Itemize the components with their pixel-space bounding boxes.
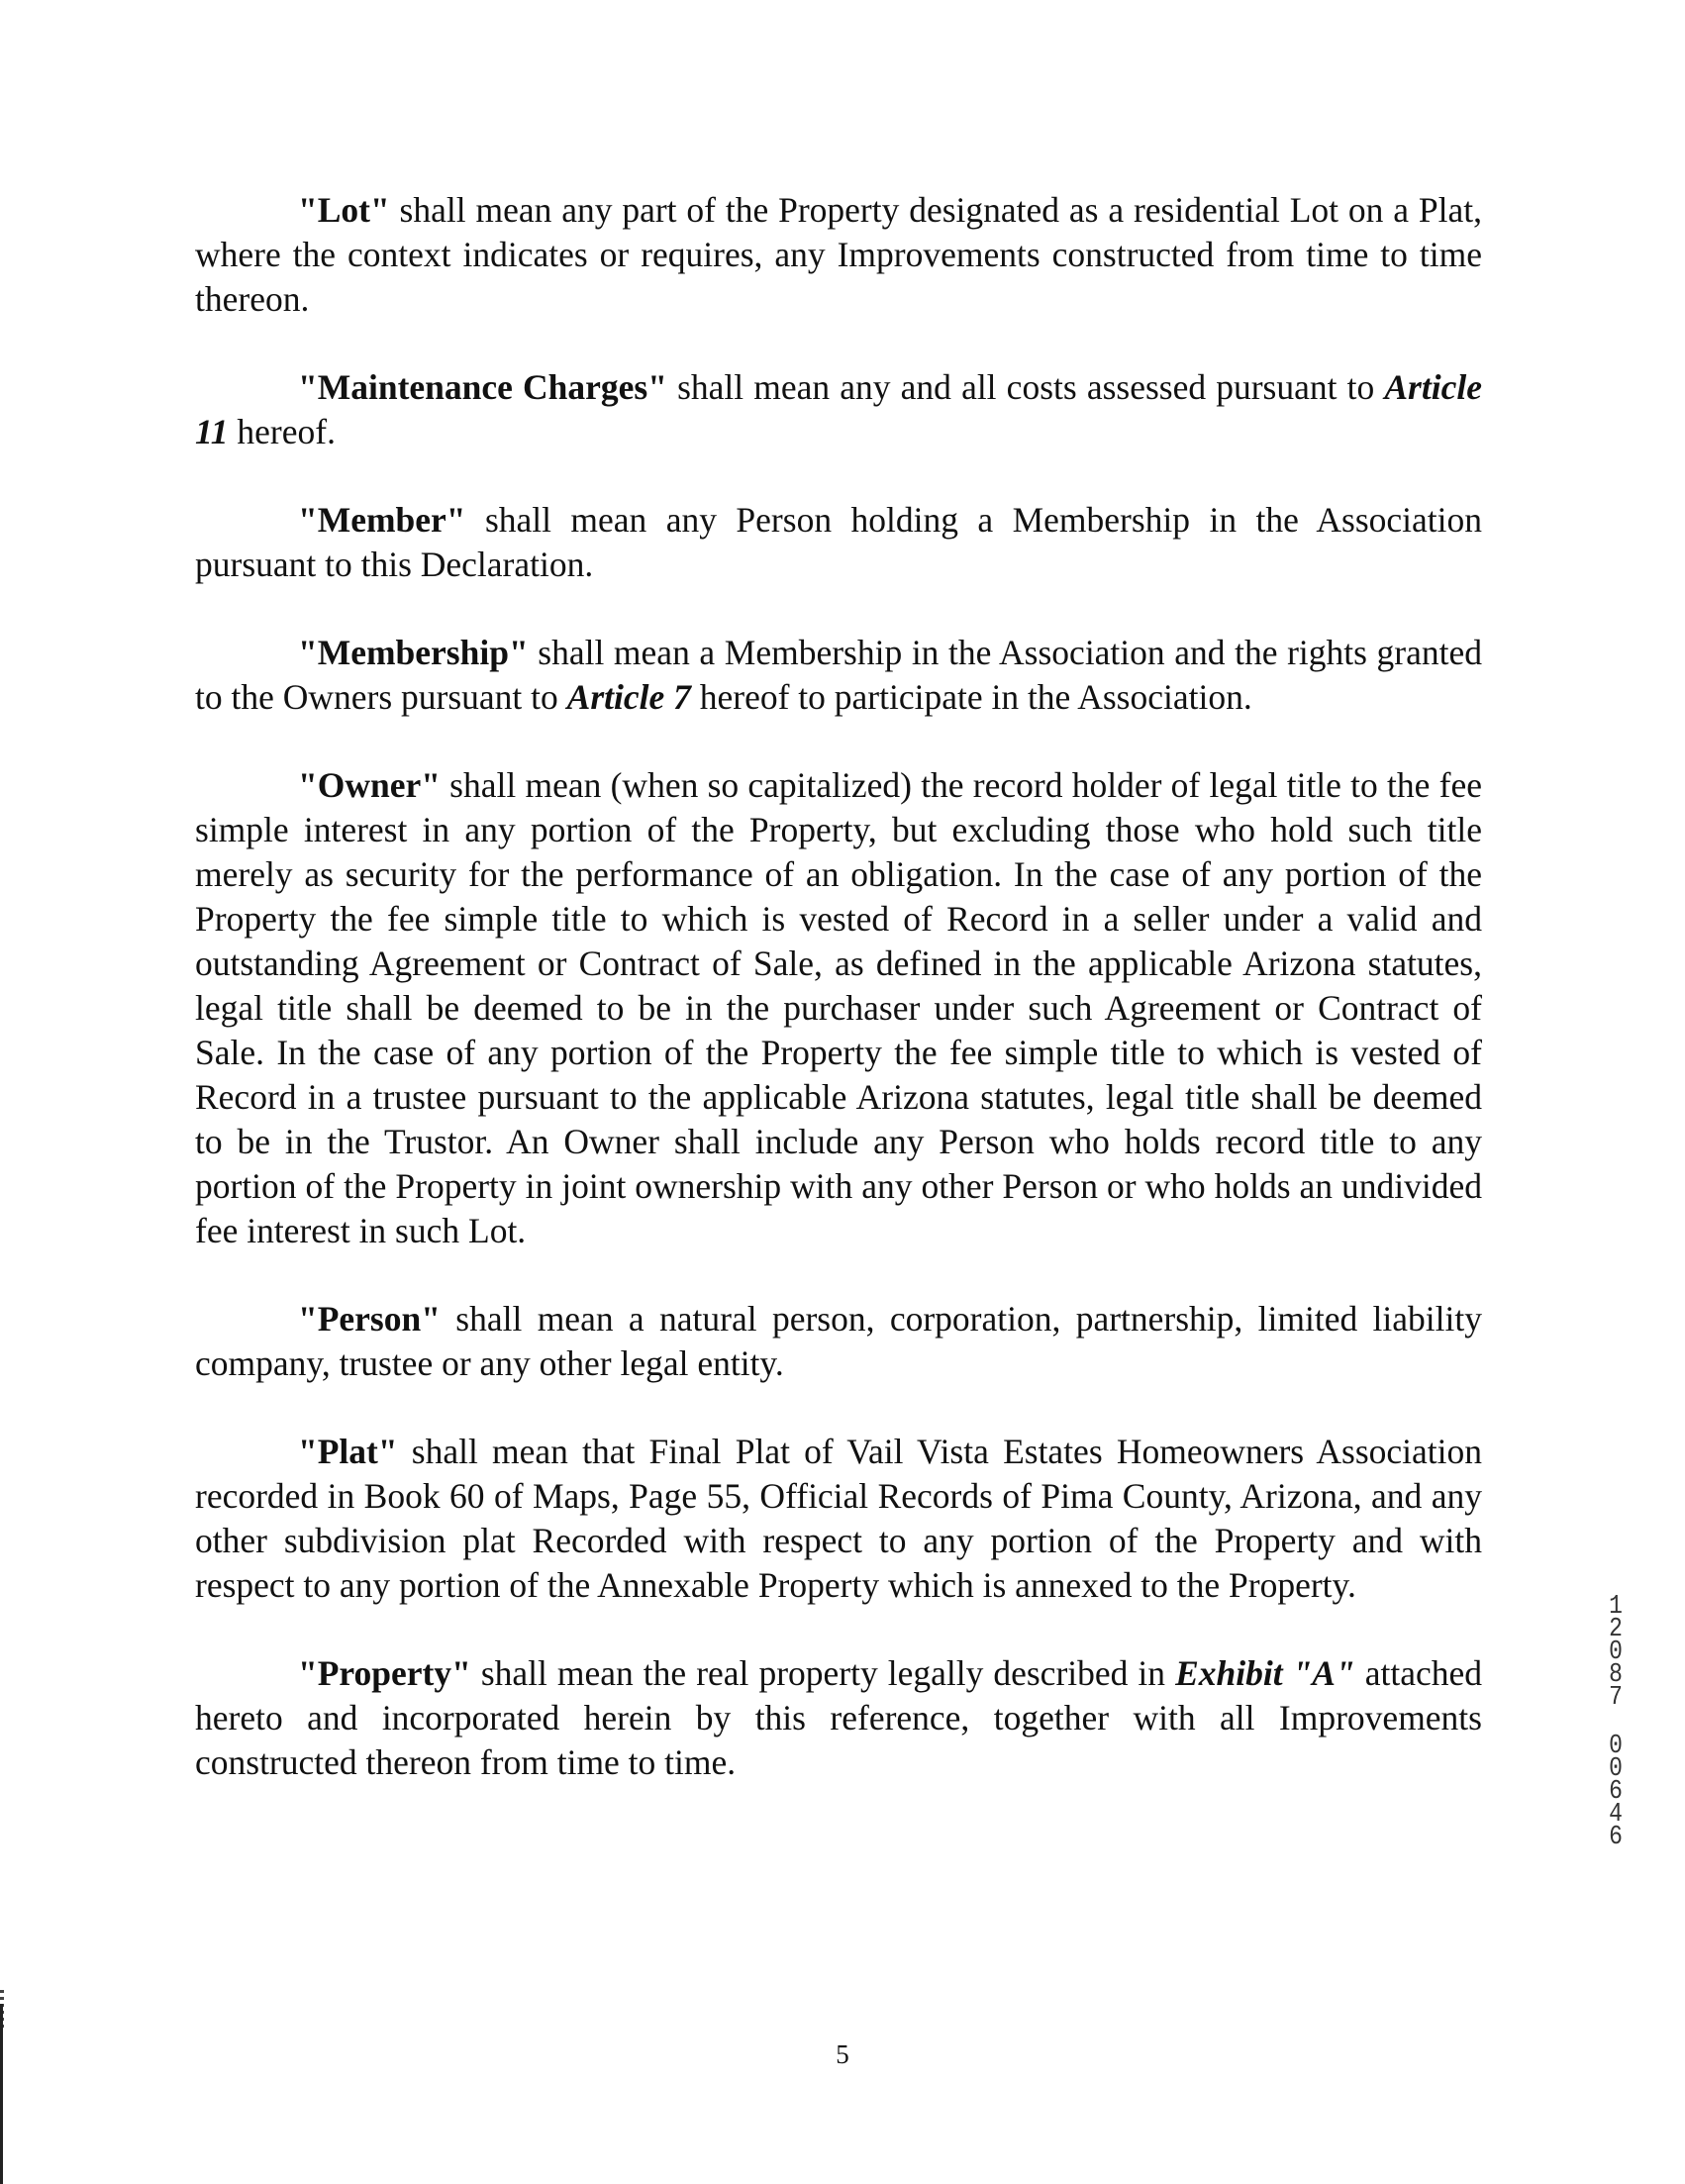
definition-text-after: hereof. [228, 412, 336, 451]
recording-book-number [1599, 1592, 1633, 1713]
stamp-digit: 7 [1609, 1683, 1623, 1713]
definition-text: shall mean that Final Plat of Vail Vista Estates Homeowners Association recorded in Book 60 of Maps, Page 55, Official Records of Pima County, Arizona, and any other subdivision plat Recorded with respect to any portion of the Property and with respect to any portion of the Annexable Property which is annexed to the Property. [195, 1432, 1482, 1605]
definition-text: shall mean a Membership in the Association and the rights granted to the Owners pursuant to [195, 633, 1482, 717]
definition-text: shall mean a natural person, corporation, partnership, limited liability company, trustee or any other legal entity. [195, 1299, 1482, 1383]
stamp-digit: 0 [1609, 1732, 1623, 1761]
definition-term: "Owner" [298, 765, 441, 805]
definition-text: shall mean any part of the Property designated as a residential Lot on a Plat, where the context indicates or requires, any Improvements constructed from time to time thereon. [195, 190, 1482, 319]
definition-term: "Membership" [298, 633, 529, 672]
definition-membership [195, 631, 1482, 720]
definitions-section [195, 188, 1482, 1829]
definition-text-after: hereof to participate in the Association. [690, 677, 1252, 717]
stamp-digit: 6 [1609, 1823, 1623, 1852]
definition-property [195, 1651, 1482, 1785]
recording-number-stamp [1599, 1592, 1633, 1875]
page-number: 5 [836, 2039, 849, 2069]
definition-term: "Plat" [298, 1432, 398, 1471]
definition-text-after: attached hereto and incorporated herein by this reference, together with all Improvements constructed thereon from time to time. [195, 1653, 1482, 1782]
definition-maintenance-charges [195, 365, 1482, 454]
stamp-digit: 8 [1609, 1660, 1623, 1690]
definition-term: "Person" [298, 1299, 441, 1339]
article-reference: Article 7 [566, 677, 691, 717]
definition-term: "Lot" [298, 190, 390, 230]
definition-person [195, 1297, 1482, 1386]
stamp-digit: 2 [1609, 1615, 1623, 1644]
definition-term: "Member" [298, 500, 466, 540]
definition-text: shall mean any Person holding a Membership in the Association pursuant to this Declaration. [195, 500, 1482, 584]
definition-plat [195, 1430, 1482, 1608]
definition-term: "Maintenance Charges" [298, 367, 667, 407]
definition-term: "Property" [298, 1653, 471, 1693]
definition-lot [195, 188, 1482, 322]
stamp-digit: 0 [1609, 1638, 1623, 1667]
scan-edge-line [0, 2004, 3, 2184]
definition-text: shall mean any and all costs assessed pursuant to [666, 367, 1385, 407]
stamp-digit: 4 [1609, 1800, 1623, 1830]
recording-page-number [1599, 1732, 1633, 1852]
stamp-digit: 1 [1609, 1592, 1623, 1622]
article-reference: Article 11 [195, 367, 1482, 451]
definition-text: shall mean (when so capitalized) the record holder of legal title to the fee simple interest in any portion of the Property, but excluding those who hold such title merely as security for the performance of an obligation. In the case of any portion of the Property the fee simple title to which is vested of Record in a seller under a valid and outstanding Agreement or Contract of Sale, as defined in the applicable Arizona statutes, legal title shall be deemed to be in the purchaser under such Agreement or Contract of Sale. In the case of any portion of the Property the fee simple title to which is vested of Record in a trustee pursuant to the applicable Arizona statutes, legal title shall be deemed to be in the Trustor. An Owner shall include any Person who holds record title to any portion of the Property in joint ownership with any other Person or who holds an undivided fee interest in such Lot. [195, 765, 1482, 1250]
definition-text: shall mean the real property legally described in [470, 1653, 1176, 1693]
exhibit-reference: Exhibit "A" [1175, 1653, 1355, 1693]
definition-member [195, 498, 1482, 587]
stamp-digit: 6 [1609, 1777, 1623, 1807]
stamp-digit: 0 [1609, 1754, 1623, 1784]
definition-owner [195, 763, 1482, 1253]
